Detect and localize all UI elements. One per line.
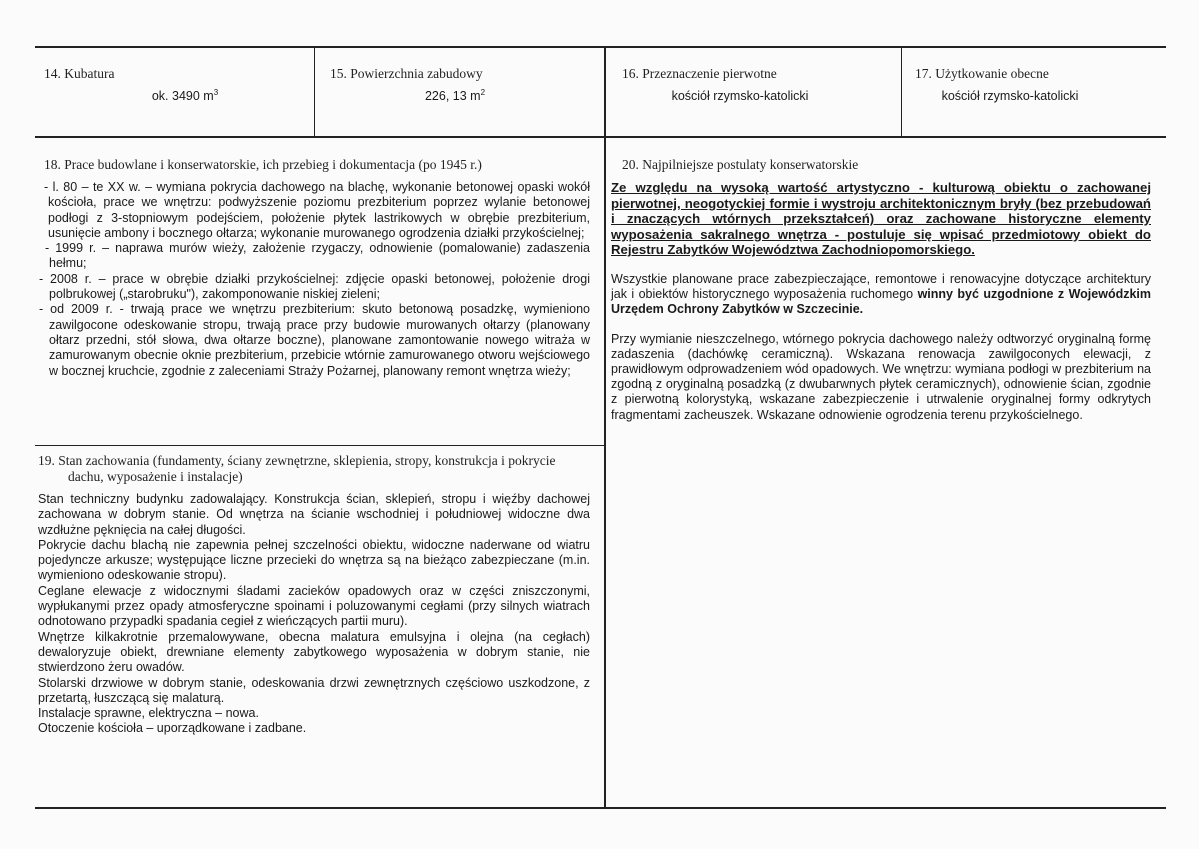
field-15-value-text: 226, 13 m bbox=[424, 89, 481, 104]
field-15-value bbox=[410, 88, 500, 103]
section-19-top-border bbox=[35, 445, 605, 446]
divider-14-15 bbox=[314, 47, 315, 137]
field-16-value: kościół rzymsko-katolicki bbox=[671, 89, 809, 103]
field-14-unit-sup: 3 bbox=[213, 88, 219, 97]
section-20-body bbox=[611, 180, 1151, 423]
field-17-value: kościół rzymsko-katolicki bbox=[941, 89, 1079, 103]
section-19-body bbox=[38, 492, 590, 737]
field-15-unit-sup: 2 bbox=[480, 88, 486, 97]
section-20-title: 20. Najpilniejsze postulaty konserwatorskie bbox=[622, 157, 859, 172]
field-16-title: 16. Przeznaczenie pierwotne bbox=[622, 66, 777, 81]
section-19-title-text: 19. Stan zachowania (fundamenty, ściany zewnętrzne, sklepienia, stropy, konstrukcja i pokrycie dachu, wyposażenie i instalacje) bbox=[38, 453, 556, 484]
divider-16-17 bbox=[901, 47, 902, 137]
condition-paragraph: Ceglane elewacje z widocznymi śladami zacieków opadowych oraz w części zniszczonymi, wypłukanymi przez opady atmosferyczne spoinami i poluzowanymi cegłami (przy silnych wiatrach odnotowano przypadki spadania cegieł z wieńczących partii muru). bbox=[38, 583, 590, 629]
field-15-title: 15. Powierzchnia zabudowy bbox=[330, 66, 483, 81]
condition-paragraph: Stan techniczny budynku zadowalający. Konstrukcja ścian, sklepień, stropu i więźby dachowej zachowana w dobrym stanie. Od wnętrza na ścianie wschodniej i południowej widoczne dwa wzdłużne pęknięcia na całej długości. bbox=[38, 492, 590, 537]
postulate-agreement-bold: winny być uzgodnione z Wojewódzkim Urzędem Ochrony Zabytków w Szczecinie. bbox=[611, 287, 1152, 317]
row1-bottom-border bbox=[35, 136, 1166, 138]
works-item: - 2008 r. – prace w obrębie działki przykościelnej: zdjęcie opaski betonowej, położenie drogi polbrukowej („starobruku"), zakomponowanie niskiej zieleni; bbox=[39, 271, 590, 302]
section-19-title bbox=[38, 453, 590, 485]
bottom-border bbox=[35, 807, 1166, 809]
condition-paragraph: Otoczenie kościoła – uporządkowane i zadbane. bbox=[38, 721, 307, 736]
section-18-title: 18. Prace budowlane i konserwatorskie, ich przebieg i dokumentacja (po 1945 r.) bbox=[44, 157, 482, 172]
works-list bbox=[38, 180, 590, 379]
top-border bbox=[35, 46, 1166, 48]
works-item: - 1999 r. – naprawa murów wieży, założenie rzygaczy, odnowienie (pomalowanie) zadaszenia hełmu; bbox=[45, 241, 590, 271]
field-17-title: 17. Użytkowanie obecne bbox=[915, 66, 1049, 81]
works-item: - l. 80 – te XX w. – wymiana pokrycia dachowego na blachę, wykonanie betonowej opaski wokół kościoła, prace we wnętrzu: podwyższenie poziomu prezbiterium poprzez wylanie betonowej podłogi z 3-stopniowym podejściem, położenie płytek lastrikowych w obrębie prezbiterium, usunięcie ambony i bocznego ołtarza; wykonanie murowanego ogrodzenia działki przykościelnej; bbox=[44, 180, 590, 240]
divider-center bbox=[604, 47, 606, 809]
field-14-title: 14. Kubatura bbox=[44, 66, 115, 81]
field-14-value bbox=[130, 88, 240, 103]
postulate-works: Przy wymianie nieszczelnego, wtórnego pokrycia dachowego należy odtworzyć oryginalną formę zadaszenia (dachówkę ceramiczną). Wskazana renowacja zawilgoconych elewacji, z prawidłowym odprowadzeniem wód opadowych. We wnętrzu: wymiana podłogi w prezbiterium na zgodną z oryginalną posadzką (z dwubarwnych płytek ceramicznych), odnowienie ścian, zgodnie z pierwotną kolorystyką, wskazane zabezpieczenie i utrwalenie oryginalnej formy odkrytych fragmentami zacheuszek. Wskazane odnowienie ogrodzenia terenu przykościelnego. bbox=[611, 331, 1151, 422]
postulate-agreement-text: Wszystkie planowane prace zabezpieczające, remontowe i renowacyjne dotyczące architektury jak i obiektów historycznego wyposażenia ruchomego bbox=[611, 271, 1151, 302]
section-18-body bbox=[38, 180, 590, 379]
postulate-register: Ze względu na wysoką wartość artystyczno - kulturową obiektu o zachowanej pierwotnej, neogotyckiej formie i wystroju architektonicznym bryły (bez przebudowań i znaczących wtórnych przekształceń) oraz zachowane historyczne elementy wyposażenia sakralnego wnętrza - postuluje się wpisać przedmiotowy obiekt do Rejestru Zabytków Województwa Zachodniopomorskiego. bbox=[611, 180, 1151, 258]
condition-paragraph: Instalacje sprawne, elektryczna – nowa. bbox=[38, 706, 259, 721]
postulate-agreement bbox=[611, 272, 1151, 318]
condition-paragraph: Pokrycie dachu blachą nie zapewnia pełnej szczelności obiektu, widoczne naderwane od wiatru pojedyncze arkusze; występujące liczne przecieki do wnętrza są na bieżąco zabezpieczane (m.in. wymieniono odeskowanie stropu). bbox=[38, 537, 590, 583]
works-item: - od 2009 r. - trwają prace we wnętrzu prezbiterium: skuto betonową posadzkę, wymieniono zawilgocone odeskowanie stropu, trwają prace przy budowie murowanych ołtarzy (planowany ołtarz przedni, stół słowa, dwa ołtarze boczne), planowane zamontowanie nowego witraża w zamurowanym obecnie oknie prezbiterium, przebicie wtórnie zamurowanego otworu wejściowego w bocznej kruchcie, zgodnie z zaleceniami Straży Pożarnej, planowany remont wnętrza wieży; bbox=[39, 302, 590, 378]
condition-paragraph: Stolarski drzwiowe w dobrym stanie, odeskowania drzwi zewnętrznych częściowo uszkodzone, z przetartą, łuszczącą się malaturą. bbox=[38, 675, 590, 705]
condition-paragraph: Wnętrze kilkakrotnie przemalowywane, obecna malatura emulsyjna i olejna (na cegłach) dewaloryzuje obiekt, drewniane elementy zabytkowego wyposażenia w dobrym stanie, nie stwierdzono żeru owadów. bbox=[38, 629, 590, 675]
field-14-value-text: ok. 3490 m bbox=[151, 89, 214, 104]
